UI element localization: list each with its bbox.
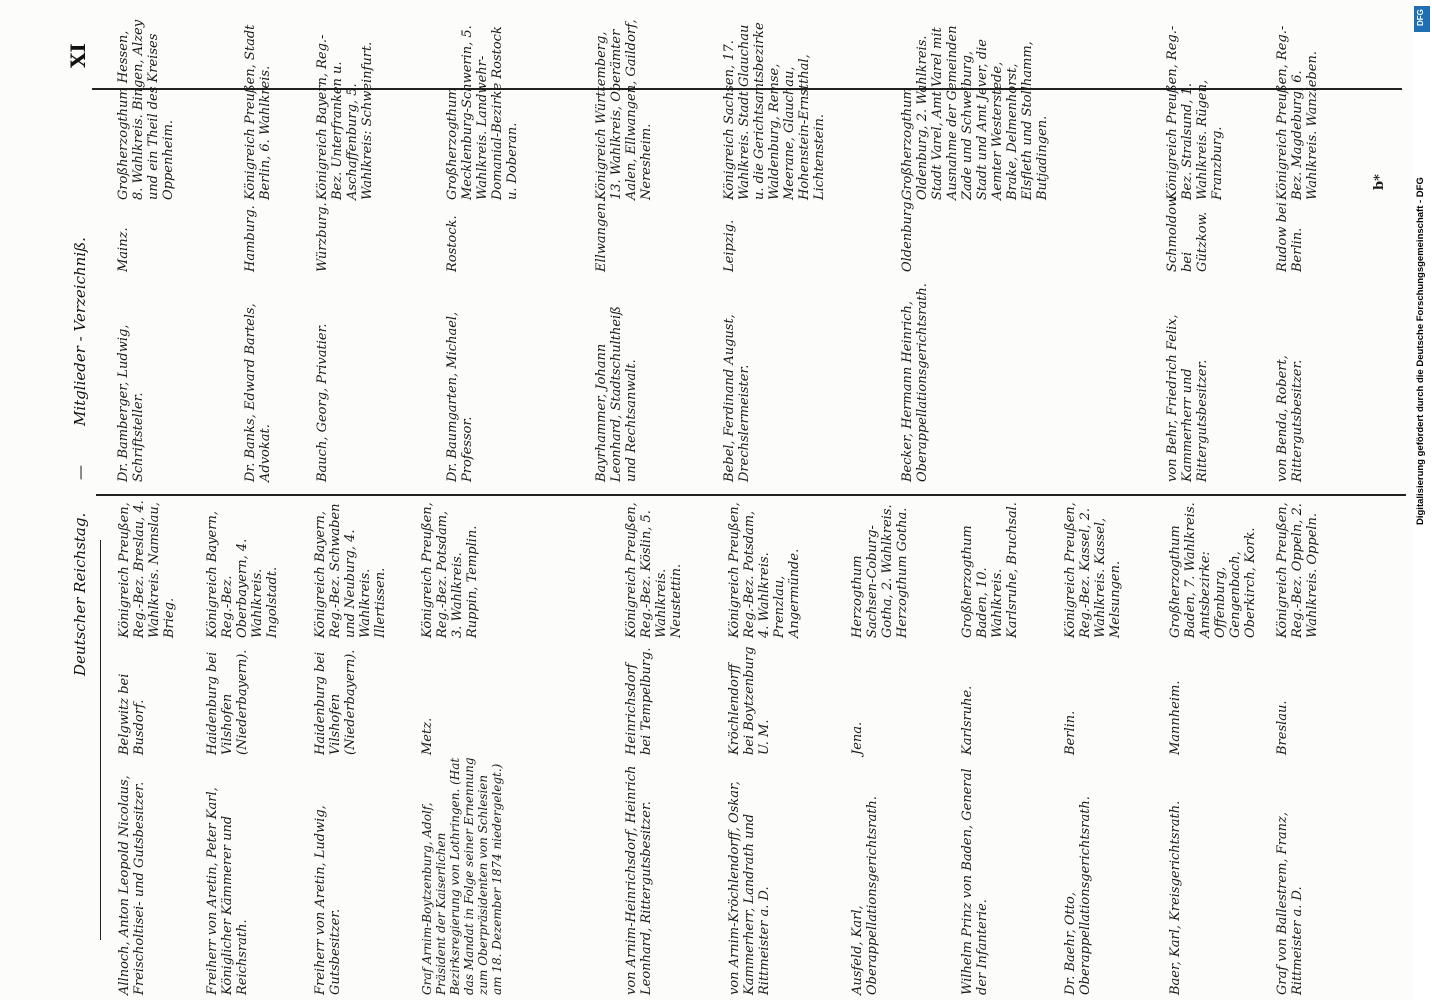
entry-district: Königreich Bayern, Reg.-Bez. Unterfranken u. Aschaffenburg, 5. Wahlkreis: Schweinfurt. [315,34,375,200]
page-number: XI [66,43,90,68]
header-title: Mitglieder - Verzeichniß. [71,237,89,426]
entry-residence: Rudow bei Berlin. [1275,202,1305,272]
entry-residence: Mainz. [116,227,131,272]
attribution-text: Digitalisierung gefördert durch die Deutsche Forschungsgemeinschaft - DFG [1415,177,1426,525]
entry-name: Bauch, Georg, Privatier. [315,323,330,482]
entry-residence: Haidenburg bei Vilshofen (Niederbayern). [205,649,250,755]
entry-residence: Jena. [850,721,865,755]
entry-residence: Hamburg. [243,205,258,272]
column-rule [96,494,1406,496]
entry-name: Becker, Hermann Heinrich, Oberappellationsgerichtsrath. [900,283,930,482]
entry-district: Königreich Bayern, Reg.-Bez. Oberbayern, 4. Wahlkreis. Ingolstadt. [205,511,280,638]
entry-district: Königreich Preußen, Reg.-Bez. Kassel, 2. Wahlkreis. Kassel, Melsungen. [1063,502,1123,638]
entry-district: Königreich Württemberg, 13. Wahlkreis, Oberämter Aalen, Ellwangen, Gaildorf, Neresheim. [594,19,654,200]
entry-residence: Ellwangen. [594,198,609,272]
entry-residence: Heinrichsdorf bei Tempelburg. [624,647,654,755]
entry-name: von Arnim-Kröchlendorff, Oskar, Kammerherr, Landrath und Rittmeister a. D. [727,781,772,995]
entry-name: Freiherr von Aretin, Peter Karl, Königlicher Kämmerer und Reichsrath. [205,787,250,995]
entry-name: Dr. Baumgarten, Michael, Professor. [445,311,475,482]
entry-residence: Haidenburg bei Vilshofen (Niederbayern). [313,649,358,755]
entry-residence: Schmoldow bei Gützkow. [1165,195,1210,272]
entry-name: Ausfeld, Karl, Oberappellationsgerichtsrath. [850,796,880,995]
entry-district: Königreich Preußen, Reg.-Bez. Potsdam, 4. Wahlkreis. Prenzlau, Angermünde. [727,502,802,638]
entry-district: Königreich Preußen, Reg.-Bez. Potsdam, 3. Wahlkreis. Ruppin, Templin. [420,502,480,638]
entry-name: Dr. Bamberger, Ludwig, Schriftsteller. [116,324,146,482]
entry-name: Dr. Banks, Edward Bartels, Advokat. [243,303,273,482]
entry-district: Königreich Bayern, Reg.-Bez. Schwaben und Neuburg, 4. Wahlkreis. Illertissen. [313,503,388,638]
entry-name: Graf von Ballestrem, Franz, Rittmeister a. D. [1275,811,1305,995]
entry-name: von Behr, Friedrich Felix, Kammerherr und Rittergutsbesitzer. [1165,314,1210,482]
entry-district: Großherzogthum Hessen, 8. Wahlkreis. Bingen, Alzey und ein Theil des Kreises Oppenheim. [116,19,176,200]
entry-district: Herzogthum Sachsen-Coburg-Gotha, 2. Wahlkreis. Herzogthum Gotha. [850,504,910,638]
entry-name: von Benda, Robert, Rittergutsbesitzer. [1275,355,1305,482]
entry-name: Dr. Baehr, Otto, Oberappellationsgerichtsrath. [1063,796,1093,995]
entry-district: Großherzogthum Oldenburg, 2. Wahlkreis. Stadt Varel, Amt Varel mit Ausnahme der Gemeinden Zade und Schweiburg, Stadt und Amt Jever, die Aemter Westerstede, Brake, Delmenhorst, Elsfleth und Stollhamm, Butjadingen. [900,25,1050,200]
entry-residence: Berlin. [1063,710,1078,755]
left-col-rule-2 [100,540,101,660]
entry-residence: Leipzig. [722,219,737,272]
entry-district: Königreich Preußen, Stadt Berlin, 6. Wahlkreis. [243,24,273,200]
header-separator: — [71,465,89,480]
entry-name: Wilhelm Prinz von Baden, General der Infanterie. [960,768,990,995]
entry-residence: Kröchlendorff bei Boytzenburg U. M. [727,646,772,755]
entry-name: von Arnim-Heinrichsdorf, Heinrich Leonhard, Rittergutsbesitzer. [624,765,654,995]
entry-residence: Metz. [420,717,435,755]
entry-district: Königreich Preußen, Reg.-Bez. Stralsund, 1. Wahlkreis. Rügen, Franzburg. [1165,25,1225,200]
entry-name: Bebel, Ferdinand August, Drechslermeister. [722,314,752,482]
entry-district: Königreich Preußen, Reg.-Bez. Breslau, 4. Wahlkreis. Namslau, Brieg. [117,500,177,638]
dfg-logo [1414,6,1430,32]
entry-residence: Oldenburg. [900,197,915,272]
entry-name: Graf Arnim-Boytzenburg, Adolf, Präsident der Kaiserlichen Bezirksregierung von Lothringen. (Hat das Mandat in Folge seiner Ernennung zum Oberpräsidenten von Schlesien am 18. Dezember 1874 niedergelegt.) [420,757,504,995]
entry-district: Königreich Preußen, Reg.-Bez. Oppeln, 2. Wahlkreis. Oppeln. [1275,502,1320,638]
entry-residence: Karlsruhe. [960,685,975,755]
header-left: Deutscher Reichstag. [71,512,89,676]
entry-district: Großherzogthum Baden, 7. Wahlkreis. Amtsbezirke: Offenburg, Gengenbach, Oberkirch, Kork. [1168,502,1258,638]
dfg-logo-text: DFG [1416,9,1425,26]
entry-residence: Würzburg. [315,202,330,272]
entry-district: Königreich Preußen, Reg.-Bez. Köslin, 5. Wahlkreis. Neustettin. [624,502,684,638]
entry-district: Königreich Sachsen, 17. Wahlkreis. Stadt Glauchau u. die Gerichtsamtsbezirke Waldenburg, Remse, Meerane, Glauchau, Hohenstein-Ernstthal, Lichtenstein. [722,22,827,200]
entry-name: Allnoch, Anton Leopold Nicolaus, Freischoltisei- und Gutsbesitzer. [117,775,147,995]
attribution-strip [1413,0,1432,1000]
entry-name: Freiherr von Aretin, Ludwig, Gutsbesitzer. [313,805,343,995]
entry-residence: Mannheim. [1168,680,1183,755]
entry-name: Baer, Karl, Kreisgerichtsrath. [1168,800,1183,995]
entry-district: Königreich Preußen, Reg.-Bez. Magdeburg, 6. Wahlkreis. Wanzleben. [1275,25,1320,200]
entry-name: Bayrhammer, Johann Leonhard, Stadtschultheiß und Rechtsanwalt. [594,306,639,482]
footnote-mark: b* [1372,174,1387,190]
entry-district: Großherzogthum Mecklenburg-Schwerin, 5. Wahlkreis. Landwehr-Domanial-Bezirke Rostock u. Doberan. [445,25,520,200]
entry-district: Großherzogthum Baden, 10. Wahlkreis. Karlsruhe, Bruchsal. [960,502,1020,638]
entry-residence: Belgwitz bei Busdorf. [117,673,147,755]
entry-residence: Breslau. [1275,700,1290,755]
left-col-rule-1 [100,660,101,940]
entry-residence: Rostock. [445,215,460,272]
